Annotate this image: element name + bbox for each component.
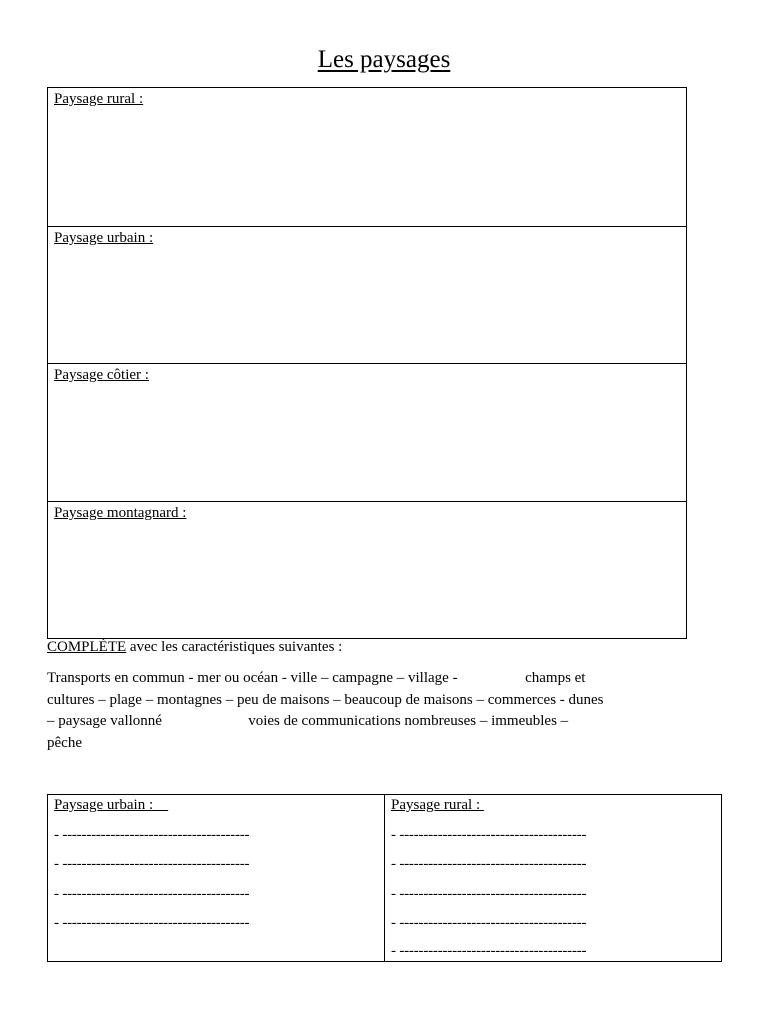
answer-line[interactable]: - ---------------------------------------: [54, 856, 250, 872]
answer-line[interactable]: - ---------------------------------------: [391, 943, 587, 959]
instruction-rest: avec les caractéristiques suivantes :: [126, 639, 343, 655]
answer-line[interactable]: - ---------------------------------------: [54, 827, 250, 843]
word-list-line: Transports en commun - mer ou océan - ville – campagne – village - champs et: [47, 670, 586, 686]
word-list-line: – paysage vallonné voies de communications nombreuses – immeubles –: [47, 713, 569, 729]
word-list: [47, 668, 717, 754]
landscape-boxes: [47, 87, 687, 639]
word-list-line: cultures – plage – montagnes – peu de maisons – beaucoup de maisons – commerces - dunes: [47, 691, 604, 708]
page-title: Les paysages: [317, 46, 451, 73]
column-header-rural: Paysage rural :: [391, 797, 484, 813]
box-label-urbain: Paysage urbain :: [54, 230, 154, 246]
answer-line[interactable]: - ---------------------------------------: [54, 886, 250, 902]
instruction: [47, 638, 342, 656]
answer-table: [47, 794, 722, 962]
answer-line[interactable]: - ---------------------------------------: [391, 856, 587, 872]
answer-line[interactable]: - ---------------------------------------: [391, 827, 587, 843]
column-rural: [385, 795, 721, 961]
box-label-montagnard: Paysage montagnard :: [54, 505, 187, 521]
box-cotier[interactable]: [48, 363, 686, 501]
answer-line[interactable]: - ---------------------------------------: [391, 886, 587, 902]
answer-line[interactable]: - ---------------------------------------: [54, 915, 250, 931]
answer-line[interactable]: - ---------------------------------------: [391, 915, 587, 931]
column-urbain: [48, 795, 385, 961]
box-montagnard[interactable]: [48, 501, 686, 638]
instruction-emphasis: COMPLÈTE: [47, 639, 127, 655]
box-rural[interactable]: [48, 88, 686, 226]
box-label-cotier: Paysage côtier :: [54, 367, 149, 383]
word-list-line: pêche: [47, 734, 82, 751]
box-label-rural: Paysage rural :: [54, 91, 144, 107]
box-urbain[interactable]: [48, 226, 686, 363]
column-header-urbain: Paysage urbain :: [54, 797, 169, 813]
